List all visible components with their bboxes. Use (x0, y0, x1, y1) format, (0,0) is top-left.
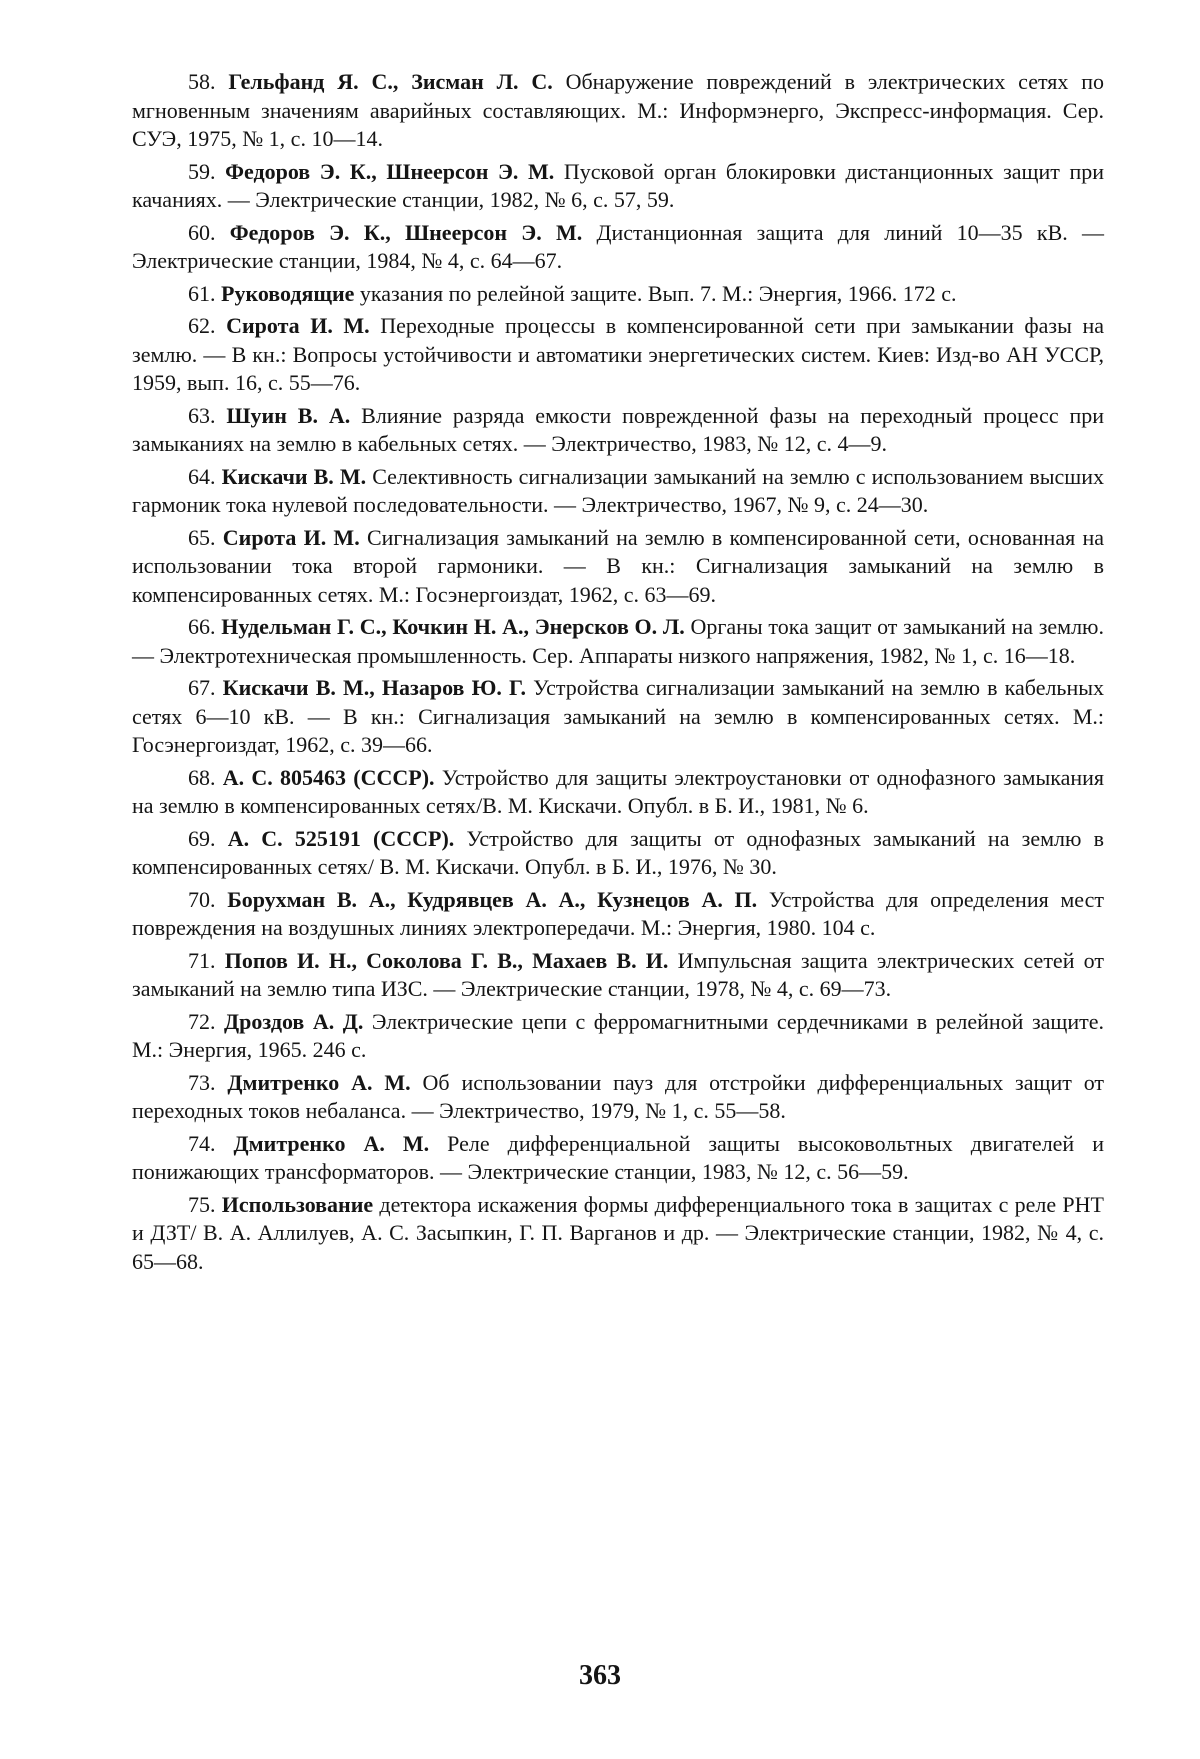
reference-authors: Попов И. Н., Соколова Г. В., Махаев В. И. (224, 947, 669, 973)
reference-entry (132, 1069, 1104, 1126)
reference-text: Устройства для определения мест повреждения на воздушных линиях электропередачи. М.: Энергия, 1980. 104 с. (132, 886, 1104, 940)
reference-entry (132, 613, 1104, 670)
reference-text: Электрические цепи с ферромагнитными сердечниками в релейной защите. М.: Энергия, 1965. 246 с. (132, 1008, 1105, 1062)
reference-text: Реле дифференциальной защиты высоковольтных двигателей и понижающих трансформаторов. — Электрические станции, 1983, № 12, с. 56—59. (132, 1130, 1104, 1184)
reference-number: 63. (188, 402, 216, 428)
reference-entry (132, 674, 1104, 760)
reference-number: 62. (188, 313, 216, 338)
reference-text: Устройство для защиты от однофазных замыканий на землю в компенсированных сетях/ В. М. Кискачи. Опубл. в Б. И., 1976, № 30. (132, 825, 1105, 879)
reference-entry (132, 825, 1104, 882)
reference-text: Влияние разряда емкости поврежденной фазы на переходный процесс при замыканиях на землю в кабельных сетях. — Электричество, 1983, № 12, с. 4—9. (132, 402, 1105, 456)
reference-text: Сигнализация замыканий на землю в компенсированной сети, основанная на использовании тока второй гармоники. — В кн.: Сигнализация замыканий на землю в компенсированных сетях. М.: Госэнергоиздат, 1962, с. 63—69. (132, 524, 1105, 607)
reference-authors: Дроздов А. Д. (224, 1008, 364, 1034)
reference-text: Пусковой орган блокировки дистанционных защит при качаниях. — Электрические станции, 1982, № 6, с. 57, 59. (132, 158, 1105, 212)
reference-text: Импульсная защита электрических сетей от замыканий на землю типа ИЗС. — Электрические станции, 1978, № 4, с. 69—73. (132, 947, 1104, 1001)
reference-number: 71. (188, 947, 216, 973)
reference-number: 68. (188, 764, 216, 790)
reference-number: 59. (188, 158, 216, 184)
reference-entry (132, 764, 1104, 821)
reference-text: Дистанционная защита для линий 10—35 кВ. — Электрические станции, 1984, № 4, с. 64—67. (132, 219, 1105, 273)
reference-entry (132, 1130, 1104, 1187)
reference-number: 70. (188, 886, 216, 912)
reference-text: Селективность сигнализации замыканий на землю с использованием высших гармоник тока нулевой последовательности. — Электричество, 1967, № 9, с. 24—30. (132, 463, 1105, 517)
reference-authors: А. С. 525191 (СССР). (227, 825, 455, 851)
reference-text: Об использовании пауз для отстройки дифференциальных защит от переходных токов небаланса. — Электричество, 1979, № 1, с. 55—58. (132, 1069, 1105, 1123)
reference-authors: Сирота И. М. (222, 524, 360, 550)
reference-entry (132, 68, 1104, 154)
reference-text: Органы тока защит от замыканий на землю. — Электротехническая промышленность. Сер. Аппараты низкого напряжения, 1982, № 1, с. 16—18. (132, 614, 1104, 668)
page-number: 363 (579, 1660, 621, 1691)
reference-entry (132, 158, 1104, 215)
reference-number: 67. (188, 675, 216, 700)
reference-authors: Шуин В. А. (226, 402, 351, 428)
reference-authors: Федоров Э. К., Шнеерсон Э. М. (225, 158, 555, 184)
reference-authors: А. С. 805463 (СССР). (222, 764, 435, 790)
reference-text: Устройство для защиты электроустановки от однофазного замыкания на землю в компенсированных сетях/В. М. Кискачи. Опубл. в Б. И., 1981, № 6. (132, 764, 1105, 818)
reference-number: 65. (188, 524, 216, 550)
reference-authors: Сирота И. М. (226, 313, 370, 338)
reference-number: 61. (188, 280, 216, 306)
reference-number: 66. (188, 614, 216, 639)
reference-entry (132, 219, 1104, 276)
reference-number: 60. (188, 219, 216, 245)
reference-number: 75. (188, 1191, 216, 1217)
reference-authors: Дмитренко А. М. (233, 1130, 430, 1156)
reference-authors: Гельфанд Я. С., Зисман Л. С. (228, 69, 553, 94)
reference-authors: Борухман В. А., Кудрявцев А. А., Кузнецов А. П. (227, 886, 758, 912)
reference-authors: Кискачи В. М., Назаров Ю. Г. (222, 675, 526, 700)
reference-authors: Дмитренко А. М. (227, 1069, 411, 1095)
reference-text: Устройства сигнализации замыканий на землю в кабельных сетях 6—10 кВ. — В кн.: Сигнализация замыканий на землю в компенсированных сетях. М.: Госэнергоиздат, 1962, с. 39—66. (132, 675, 1105, 757)
reference-number: 72. (188, 1008, 216, 1034)
reference-number: 58. (188, 69, 216, 94)
reference-authors: Использование (221, 1191, 374, 1217)
reference-number: 74. (188, 1130, 216, 1156)
reference-text: Переходные процессы в компенсированной сети при замыкании фазы на землю. — В кн.: Вопросы устойчивости и автоматики энергетических систем. Киев: Изд-во АН УССР, 1959, вып. 16, с. 55—76. (132, 313, 1105, 395)
bibliography-list (132, 68, 1104, 1280)
reference-entry (132, 312, 1104, 398)
reference-number: 64. (188, 463, 216, 489)
reference-text: указания по релейной защите. Вып. 7. М.: Энергия, 1966. 172 с. (359, 280, 957, 306)
reference-entry (132, 402, 1104, 459)
reference-entry (132, 886, 1104, 943)
reference-entry (132, 463, 1104, 520)
reference-authors: Федоров Э. К., Шнеерсон Э. М. (229, 219, 583, 245)
reference-authors: Нудельман Г. С., Кочкин Н. А., Энерсков О. Л. (221, 614, 685, 639)
reference-entry (132, 524, 1104, 610)
reference-authors: Руководящие (221, 280, 355, 306)
reference-entry (132, 1191, 1104, 1277)
reference-number: 69. (188, 825, 216, 851)
reference-text: Обнаружение повреждений в электрических сетях по мгновенным значениям аварийных составляющих. М.: Информэнерго, Экспресс-информация. Сер. СУЭ, 1975, № 1, с. 10—14. (132, 69, 1105, 151)
reference-number: 73. (188, 1069, 216, 1095)
reference-entry (132, 947, 1104, 1004)
reference-authors: Кискачи В. М. (221, 463, 367, 489)
reference-entry (132, 280, 1104, 309)
reference-entry (132, 1008, 1104, 1065)
reference-text: детектора искажения формы дифференциального тока в защитах с реле РНТ и ДЗТ/ В. А. Аллилуев, А. С. Засыпкин, Г. П. Варганов и др. — Электрические станции, 1982, № 4, с. 65—68. (132, 1191, 1104, 1274)
